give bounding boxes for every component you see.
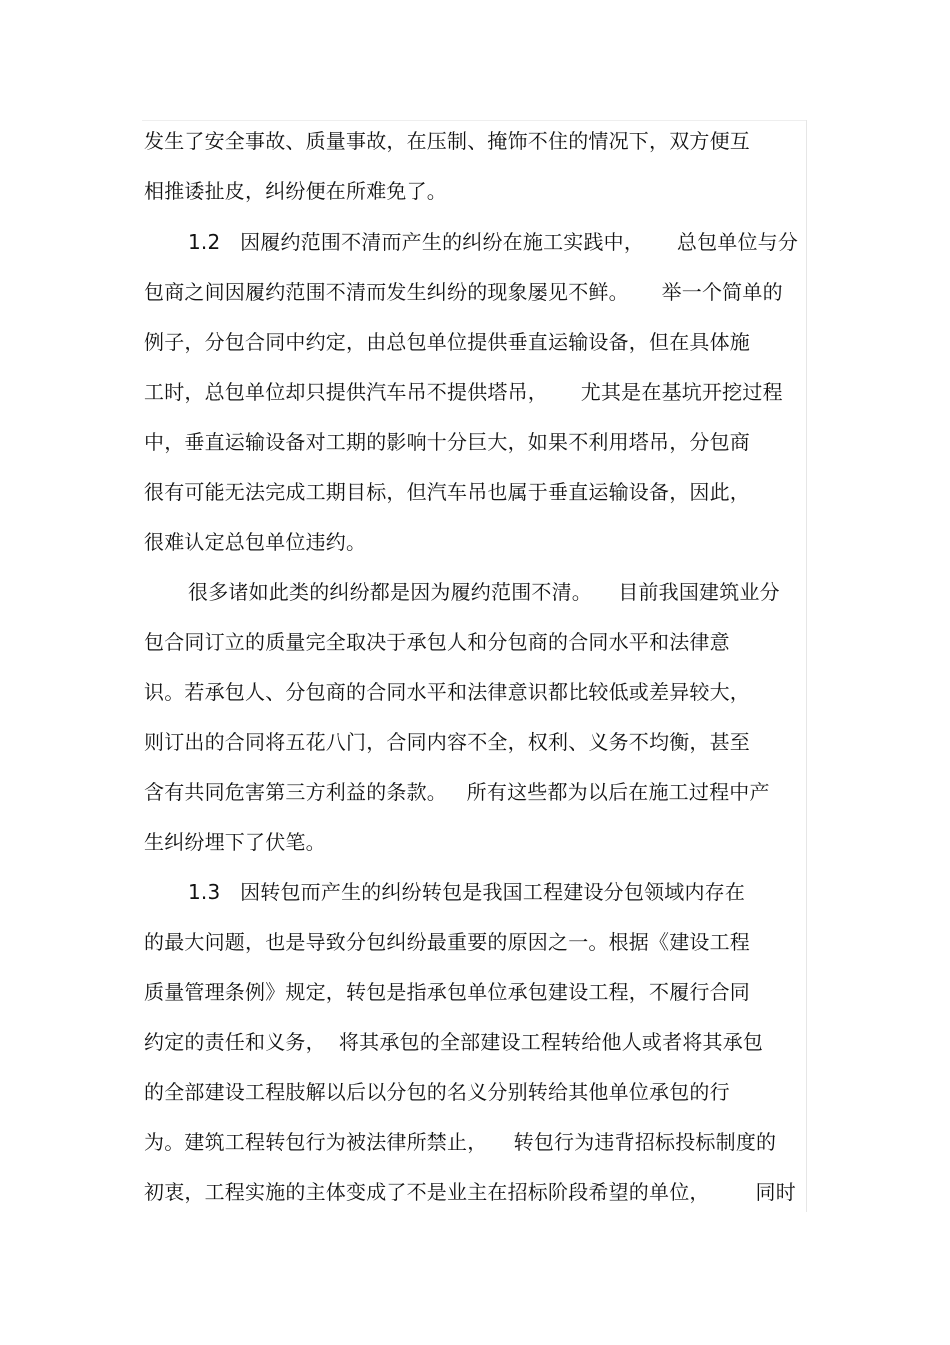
text-line-22: 初衷，工程实施的主体变成了不是业主在招标阶段希望的单位， 同时	[144, 1180, 796, 1204]
text-line-20: 的全部建设工程肢解以后以分包的名义分别转给其他单位承包的行	[144, 1080, 730, 1104]
text-line-1: 发生了安全事故、质量事故，在压制、掩饰不住的情况下，双方便互	[144, 129, 750, 153]
text-line-15: 生纠纷埋下了伏笔。	[144, 830, 326, 854]
text-line-4: 包商之间因履约范围不清而发生纠纷的现象屡见不鲜。 举一个简单的	[144, 280, 783, 304]
text-line-18: 质量管理条例》规定，转包是指承包单位承包建设工程，不履行合同	[144, 980, 750, 1004]
text-line-6: 工时，总包单位却只提供汽车吊不提供塔吊， 尤其是在基坑开挖过程	[144, 380, 783, 404]
text-line-7: 中，垂直运输设备对工期的影响十分巨大，如果不利用塔吊，分包商	[144, 430, 750, 454]
text-line-21: 为。建筑工程转包行为被法律所禁止， 转包行为违背招标投标制度的	[144, 1130, 777, 1154]
text-line-11: 包合同订立的质量完全取决于承包人和分包商的合同水平和法律意	[144, 630, 730, 654]
section-heading-1-3: 1.3 因转包而产生的纠纷转包是我国工程建设分包领域内存在	[188, 880, 746, 904]
text-line-17: 的最大问题，也是导致分包纠纷最重要的原因之一。根据《建设工程	[144, 930, 750, 954]
text-line-8: 很有可能无法完成工期目标，但汽车吊也属于垂直运输设备，因此，	[144, 480, 750, 504]
section-heading-1-2: 1.2 因履约范围不清而产生的纠纷在施工实践中， 总包单位与分	[188, 230, 799, 254]
text-line-13: 则订出的合同将五花八门，合同内容不全，权利、义务不均衡，甚至	[144, 730, 750, 754]
page-border-top	[142, 120, 807, 121]
text-line-14: 含有共同危害第三方利益的条款。 所有这些都为以后在施工过程中产	[144, 780, 770, 804]
text-line-5: 例子，分包合同中约定，由总包单位提供垂直运输设备，但在具体施	[144, 330, 750, 354]
text-line-9: 很难认定总包单位违约。	[144, 530, 367, 554]
text-line-19: 约定的责任和义务， 将其承包的全部建设工程转给他人或者将其承包	[144, 1030, 764, 1054]
page-border-right	[806, 120, 807, 1212]
paragraph-start: 很多诸如此类的纠纷都是因为履约范围不清。 目前我国建筑业分	[188, 580, 780, 604]
text-line-2: 相推诿扯皮，纠纷便在所难免了。	[144, 179, 447, 203]
text-line-12: 识。若承包人、分包商的合同水平和法律意识都比较低或差异较大，	[144, 680, 750, 704]
